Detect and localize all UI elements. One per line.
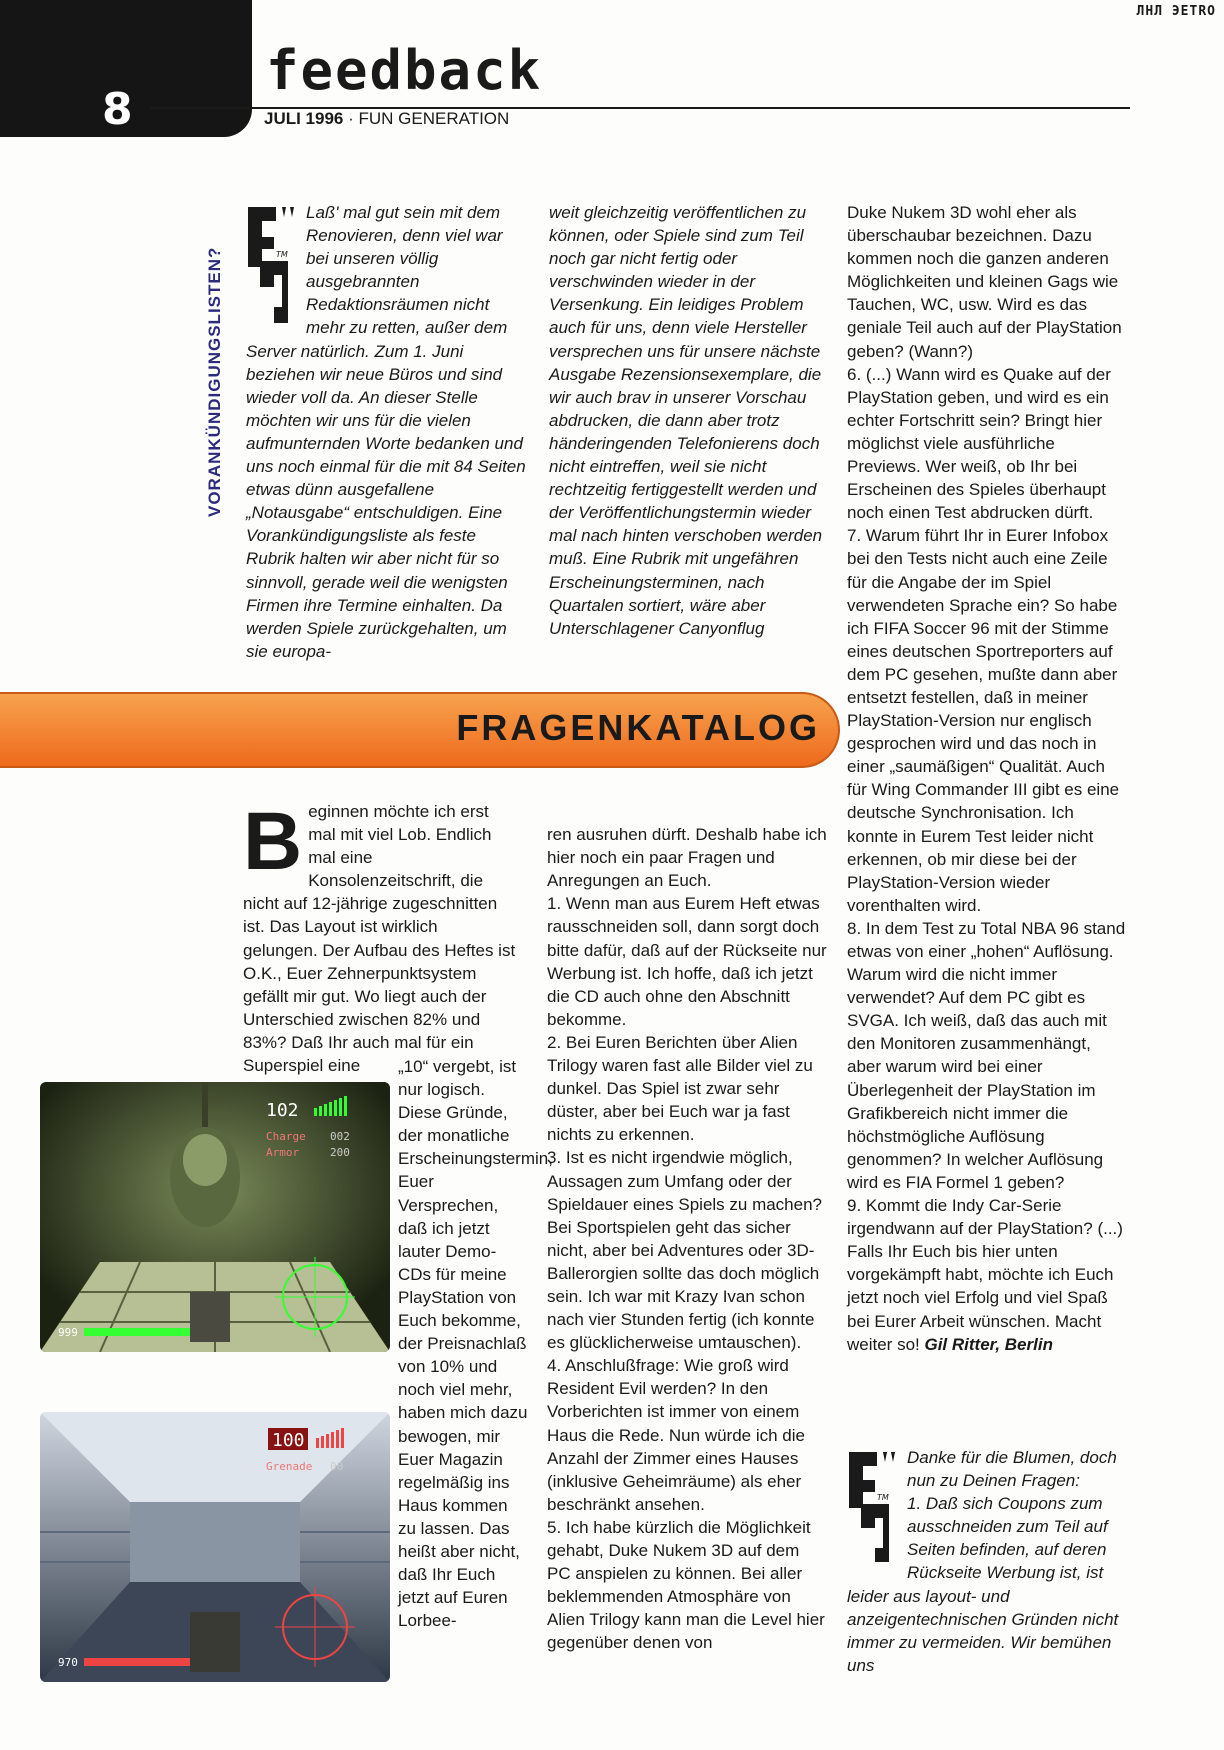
svg-text:970: 970	[58, 1656, 78, 1669]
svg-text:200: 200	[330, 1146, 350, 1159]
magazine-name: · FUN GENERATION	[348, 109, 510, 128]
reply-block	[847, 1446, 1129, 1677]
letter-col-1	[243, 796, 517, 1077]
header-corner-block	[0, 0, 252, 137]
fg-logo-icon	[246, 203, 300, 327]
page-number: 8	[102, 84, 133, 135]
top-article-text-1: Laß' mal gut sein mit dem Renovieren, denn viel war bei unseren völlig ausgebrannten Redaktionsräumen nicht mehr zu retten, außer dem Server natürlich. Zum 1. Juni beziehen wir neue Büros und sind wieder voll da. An dieser Stelle möchten wir uns für die vielen aufmunternden Worte bedanken und uns noch einmal für die mit 84 Seiten etwas dünn ausgefallene „Notausgabe“ entschuldigen. Eine Vorankündigungsliste als feste Rubrik halten wir aber nicht für so sinnvoll, gerade weil die wenigsten Firmen ihre Termine einhalten. Da werden Spiele zurückgehalten, um sie europa-	[246, 203, 526, 661]
letter-text-3-body: Duke Nukem 3D wohl eher als überschaubar bezeichnen. Dazu kommen noch die ganzen anderen Möglichkeiten und kleinen Gags wie Tauchen, WC, usw. Wird es das geniale Teil auch auf der PlayStation geben? (Wann?) 6. (...) Wann wird es Quake auf der PlayStation geben, und wird es ein echter Fortschritt sein? Bringt hier möglichst viele ausführliche Previews. Wer weiß, ob Ihr bei Erscheinen des Spieles überhaupt noch einen Test abdrucken dürft. 7. Warum führt Ihr in Eurer Infobox bei den Tests nicht auch eine Zeile für die Angabe der im Spiel verwendeten Sprache ein? So habe ich FIFA Soccer 96 mit der Stimme eines deutschen Sportreporters auf dem PC gesehen, mußte dann aber entsetzt festellen, daß in meiner PlayStation-Version nur englisch gesprochen wird und das noch in einer „saumäßigen“ Qualität. Auch für Wing Commander III gibt es eine deutsche Synchronisation. Ich konnte in Eurem Test leider nicht erkennen, ob mir diese bei der PlayStation-Version wieder vorenthalten wird. 8. In dem Test zu Total NBA 96 stand etwas von einer „hohen“ Auflösung. Warum wird die nicht immer verwendet? Auf dem PC gibt es SVGA. Ich weiß, daß das auch mit den Monitoren zusammenhängt, aber warum wird bei einer Überlegenheit der PlayStation im Grafikbereich nicht immer die höchstmögliche Auflösung genommen? In welcher Auflösung wird es FIA Formel 1 geben? 9. Kommt die Indy Car-Serie irgendwann auf der PlayStation? (...) Falls Ihr Euch bis hier unten vorgekämpft habt, möchte ich Euch jetzt noch viel Erfolg und viel Spaß bei Eurer Arbeit wünschen. Macht weiter so!	[847, 203, 1126, 1354]
svg-text:TM: TM	[276, 250, 288, 259]
fg-logo-small-icon	[847, 1448, 901, 1566]
svg-text:Charge: Charge	[266, 1130, 306, 1143]
letter-text-1b: „10“ vergebt, ist nur logisch. Diese Gründe, der monatliche Erscheinungstermin, Euer Versprechen, daß ich jetzt lauter Demo-CDs für meine PlayStation von Euch bekomme, der Preisnachlaß von 10% und noch viel mehr, haben mich dazu bewogen, mir Euer Magazin regelmäßig ins Haus kommen zu lassen. Das heißt aber nicht, daß Ihr Euch jetzt auf Euren Lorbee-	[398, 1057, 553, 1631]
svg-text:Armor: Armor	[266, 1146, 300, 1159]
reply-text: Danke für die Blumen, doch nun zu Deinen Fragen: 1. Daß sich Coupons zum ausschneiden zum Teil auf Seiten befinden, auf deren Rückseite Werbung ist, ist leider aus layout- und anzeigentechnischen Gründen nicht immer zu vermeiden. Wir bemühen uns	[847, 1448, 1119, 1675]
issue-line	[264, 109, 509, 129]
letter-col-3	[847, 201, 1129, 1356]
dropcap: B	[243, 796, 303, 887]
section-title: feedback	[266, 39, 543, 102]
svg-text:Grenade: Grenade	[266, 1460, 313, 1473]
letter-text-2: ren ausruhen dürft. Deshalb habe ich hier noch ein paar Fragen und Anregungen an Euch. 1. Wenn man aus Eurem Heft etwas rausschneiden soll, dann sorgt doch bitte dafür, daß auf der Rückseite nur Werbung ist. Ich hoffe, daß ich jetzt die CD auch ohne den Abschnitt bekomme. 2. Bei Euren Berichten über Alien Trilogy waren fast alle Bilder viel zu dunkel. Das Spiel ist zwar sehr düster, aber bei Euch war ja fast nichts zu erkennen. 3. Ist es nicht irgendwie möglich, Aussagen zum Umfang oder der Spieldauer eines Spiels zu machen? Bei Sportspielen geht das sicher nicht, aber bei Adventures oder 3D-Ballerorgien sollte das doch möglich sein. Ich war mit Krazy Ivan schon nach vier Stunden fertig (ich konnte es glücklicherweise umtauschen). 4. Anschlußfrage: Wie groß wird Resident Evil werden? In den Vorberichten ist immer von einem Haus die Rede. Nun würde ich die Anzahl der Zimmer eines Hauses (inklusive Geheimräume) als eher beschränkt ansehen. 5. Ich habe kürzlich die Möglichkeit gehabt, Duke Nukem 3D auf dem PC anspielen zu können. Bei aller beklemmenden Atmosphäre von Alien Trilogy kann man die Level hier gegenüber denen von	[547, 825, 827, 1653]
letter-col-1-narrow	[398, 1055, 553, 1632]
svg-text:00: 00	[330, 1460, 344, 1473]
svg-text:TM: TM	[877, 1493, 889, 1502]
svg-text:002: 002	[330, 1130, 350, 1143]
section-banner	[0, 692, 840, 768]
sidebar-heading: VORANKÜNDIGUNGSLISTEN?	[205, 246, 224, 517]
letter-author: Gil Ritter, Berlin	[924, 1334, 1053, 1354]
svg-text:999: 999	[58, 1326, 78, 1339]
top-article-col-1	[246, 201, 526, 663]
banner-title: FRAGENKATALOG	[456, 707, 820, 748]
top-article-col-2	[549, 201, 829, 640]
issue-date: JULI 1996	[264, 109, 344, 128]
corner-mark: ЛНЛ ЭETRO	[1136, 4, 1216, 19]
top-article-text-2: weit gleichzeitig veröffentlichen zu können, oder Spiele sind zum Teil noch gar nicht fertig oder verschwinden wieder in der Versenkung. Ein leidiges Problem auch für uns, denn viele Hersteller versprechen uns für unsere nächste Ausgabe Rezensionsexemplare, die wir auch brav in unserer Vorschau abdrucken, die dann aber trotz händeringenden Telefonierens doch nicht eintreffen, weil sie nicht rechtzeitig fertiggestellt werden und der Veröffentlichungstermin wieder mal nach hinten verschoben werden muß. Eine Rubrik mit ungefähren Erscheinungsterminen, nach Quartalen sortiert, wäre aber Unterschlagener Canyonflug	[549, 203, 823, 638]
game-screenshot-1	[40, 1082, 390, 1352]
letter-text-1: eginnen möchte ich erst mal mit viel Lob. Endlich mal eine Konsolenzeitschrift, die nicht auf 12-jährige zugeschnitten ist. Das Layout ist wirklich gelungen. Der Aufbau des Heftes ist O.K., Euer Zehnerpunktsystem gefällt mir gut. Wo liegt auch der Unterschied zwischen 82% und 83%? Daß Ihr auch mal für ein Superspiel eine	[243, 802, 516, 1076]
letter-col-2	[547, 800, 827, 1678]
letter-text-3	[847, 201, 1129, 1356]
svg-text:100: 100	[272, 1430, 305, 1451]
svg-text:102: 102	[266, 1100, 299, 1121]
game-screenshot-2	[40, 1412, 390, 1682]
